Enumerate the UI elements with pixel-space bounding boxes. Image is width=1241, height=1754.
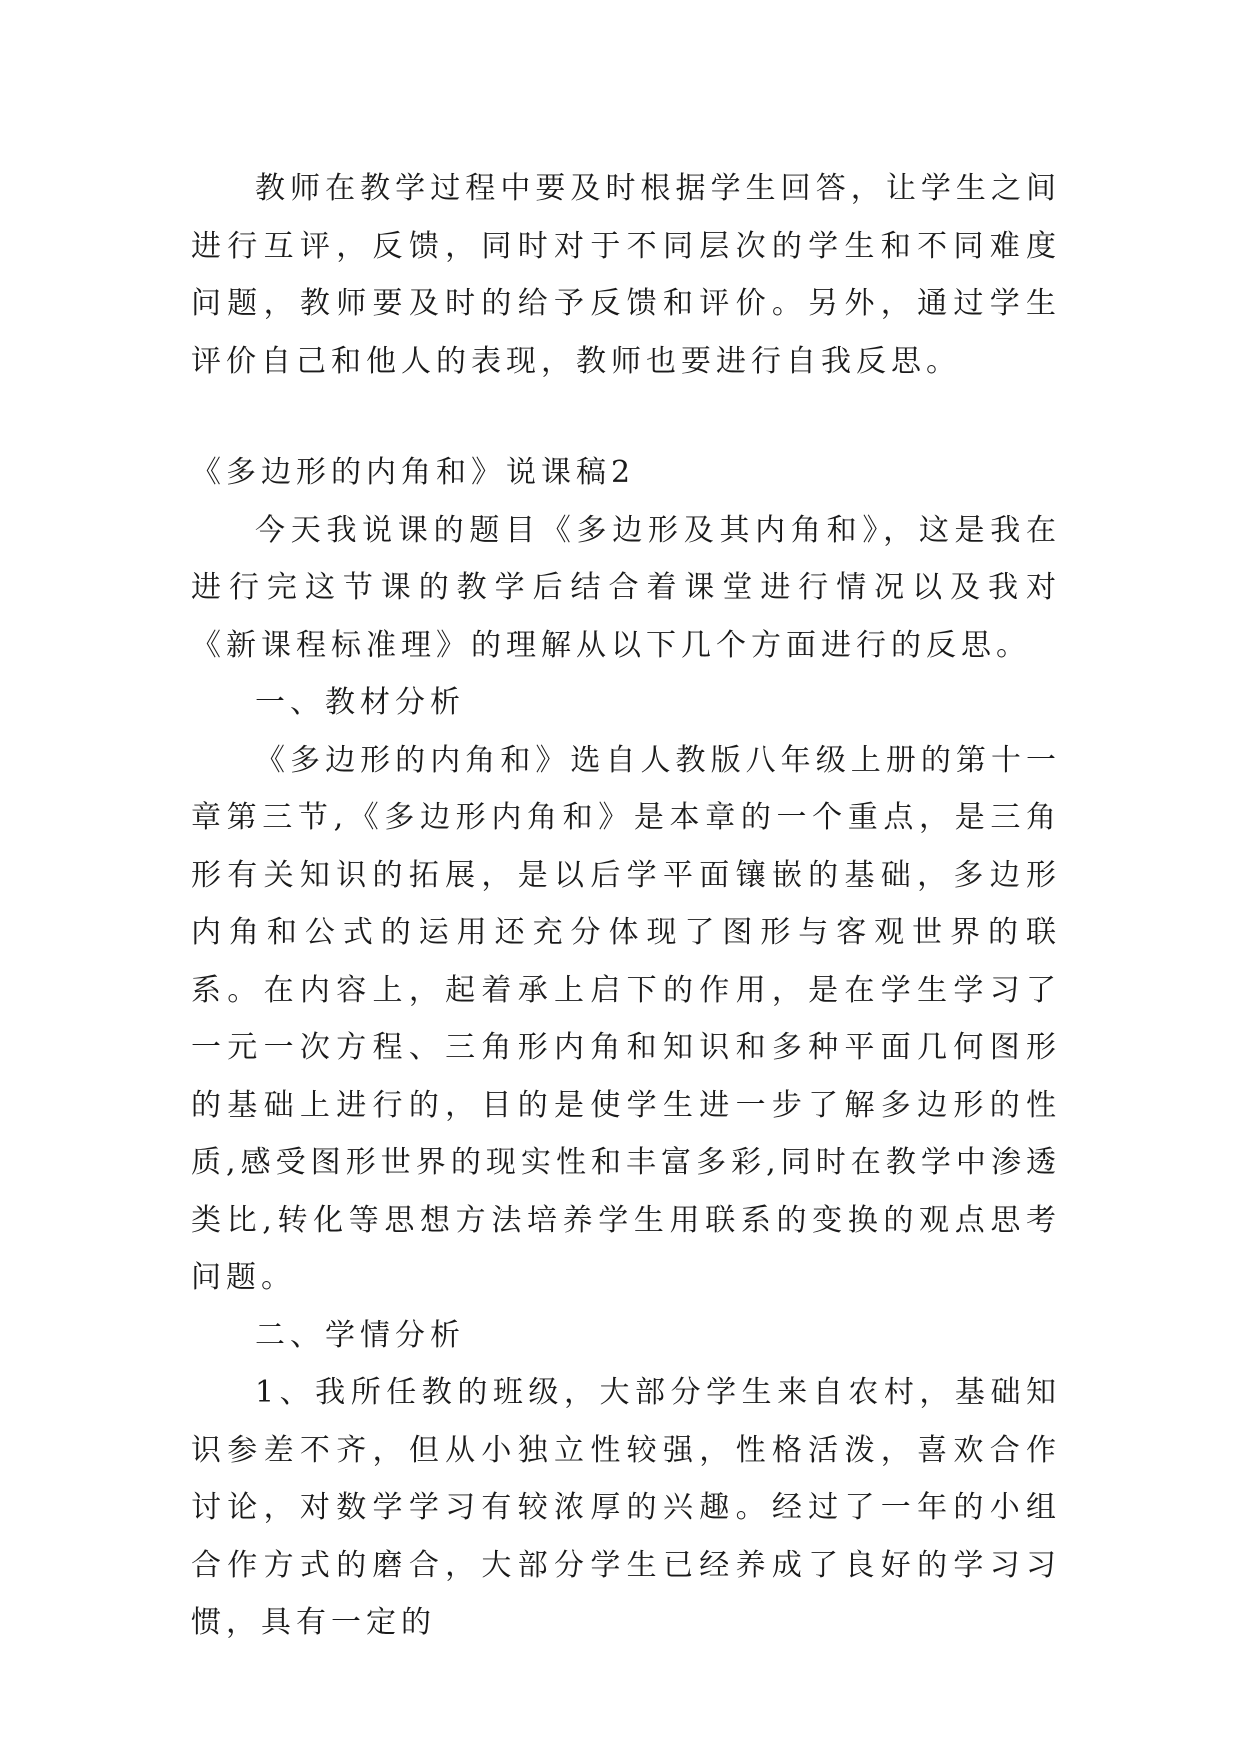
student-analysis-paragraph: 1、我所任教的班级，大部分学生来自农村，基础知识参差不齐，但从小独立性较强，性格活泼，喜欢合作讨论，对数学学习有较浓厚的兴趣。经过了一年的小组合作方式的磨合，大部分学生已经养成了良好的学习习惯，具有一定的: [191, 1375, 1061, 1640]
intro-paragraph: 教师在教学过程中要及时根据学生回答，让学生之间进行互评，反馈，同时对于不同层次的学生和不同难度问题，教师要及时的给予反馈和评价。另外，通过学生评价自己和他人的表现，教师也要进行自我反思。: [191, 171, 1061, 379]
section-heading-textbook-analysis: 一、教材分析: [255, 685, 465, 720]
previous-section-text: [191, 160, 1061, 390]
lesson-plan-body: [191, 444, 1061, 1652]
section-heading-student-analysis: 二、学情分析: [255, 1317, 465, 1353]
textbook-analysis-paragraph: 《多边形的内角和》选自人教版八年级上册的第十一章第三节,《多边形内角和》是本章的一个重点，是三角形有关知识的拓展，是以后学平面镶嵌的基础，多边形内角和公式的运用还充分体现了图形与客观世界的联系。在内容上，起着承上启下的作用，是在学生学习了一元一次方程、三角形内角和知识和多种平面几何图形的基础上进行的，目的是使学生进一步了解多边形的性质,感受图形世界的现实性和丰富多彩,同时在教学中渗透类比,转化等思想方法培养学生用联系的变换的观点思考问题。: [191, 742, 1061, 1295]
document-title: 《多边形的内角和》说课稿2: [191, 455, 636, 490]
opening-paragraph: 今天我说课的题目《多边形及其内角和》，这是我在进行完这节课的教学后结合着课堂进行情况以及我对《新课程标准理》的理解从以下几个方面进行的反思。: [191, 512, 1061, 663]
